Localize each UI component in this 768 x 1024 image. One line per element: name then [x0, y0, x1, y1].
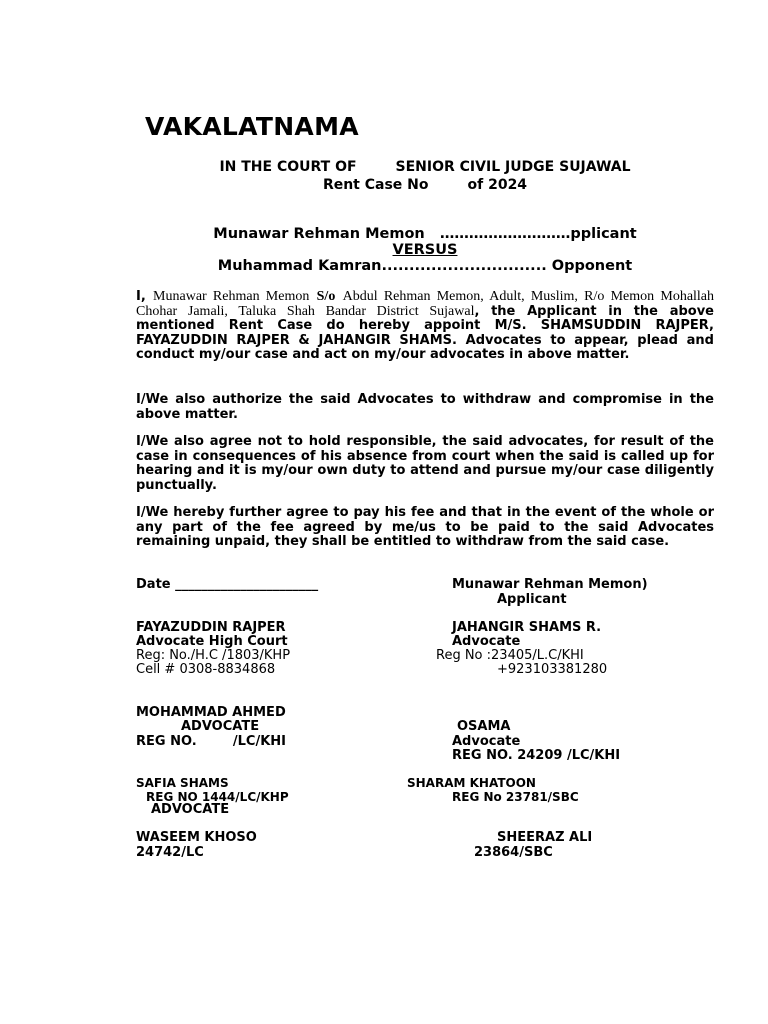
authorize-paragraph: I/We also authorize the said Advocates to withdraw and compromise in the above matter.: [136, 392, 714, 422]
case-number-line: Rent Case No of 2024: [322, 177, 528, 193]
advocate-title: Advocate: [452, 734, 521, 749]
advocate-name: OSAMA: [457, 719, 511, 734]
advocate-title: ADVOCATE: [181, 719, 260, 734]
advocate-reg: 23864/SBC: [474, 845, 553, 860]
advocate-cell: Cell # 0308-8834868: [136, 662, 276, 677]
document-title: VAKALATNAMA: [145, 112, 359, 141]
advocate-reg: Reg: No./H.C /1803/KHP: [136, 648, 291, 663]
date-line: Date ______________________: [136, 577, 319, 592]
advocate-reg: REG No 23781/SBC: [452, 790, 579, 804]
advocate-name: FAYAZUDDIN RAJPER: [136, 620, 286, 635]
advocate-reg: REG NO. /LC/KHI: [136, 734, 286, 749]
applicant-details: Abdul Rehman Memon, Adult, Muslim, R/o Memon Mohallah Chohar Jamali, Taluka Shah Bandar District Sujawal: [136, 289, 715, 319]
applicant-name: Munawar Rehman Memon: [153, 289, 310, 304]
advocate-phone: +923103381280: [497, 662, 608, 677]
advocate-reg: 24742/LC: [136, 845, 204, 860]
advocate-reg: REG NO. 24209 /LC/KHI: [452, 748, 621, 763]
applicant-line: Munawar Rehman Memon ………………………pplicant: [213, 226, 637, 242]
so-label: S/o: [316, 289, 336, 304]
advocate-reg: REG NO 1444/LC/KHP: [146, 790, 289, 804]
applicant-signature-name: Munawar Rehman Memon): [452, 577, 648, 592]
applicant-signature-role: Applicant: [497, 592, 567, 607]
advocate-name: WASEEM KHOSO: [136, 830, 257, 845]
court-line: IN THE COURT OF SENIOR CIVIL JUDGE SUJAWAL: [219, 159, 631, 175]
advocate-name: SAFIA SHAMS: [136, 776, 229, 790]
opponent-line: Muhammad Kamran.............................. Opponent: [217, 258, 633, 274]
advocate-title: Advocate High Court: [136, 634, 288, 649]
advocate-reg: Reg No :23405/L.C/KHI: [436, 648, 584, 663]
appointment-text: , the Applicant in the above mentioned Rent Case do hereby appoint M/S. SHAMSUDDIN RAJPER, FAYAZUDDIN RAJPER & JAHANGIR SHAMS. Advocates to appear, plead and conduct my/our case and act on my/our advocates in above matter.: [136, 303, 714, 362]
versus-label: VERSUS: [392, 242, 458, 258]
advocate-name: SHEERAZ ALI: [497, 830, 593, 845]
advocate-name: MOHAMMAD AHMED: [136, 705, 286, 720]
appointment-paragraph: [136, 290, 714, 363]
para1-i: I,: [136, 289, 146, 304]
advocate-title: ADVOCATE: [151, 802, 230, 817]
advocate-name: SHARAM KHATOON: [407, 776, 536, 790]
responsibility-paragraph: I/We also agree not to hold responsible, the said advocates, for result of the case in consequences of his absence from court when the said is called up for hearing and it is my/our own duty to attend and pursue my/our case diligently punctually.: [136, 434, 714, 493]
advocate-title: Advocate: [452, 634, 521, 649]
advocate-name: JAHANGIR SHAMS R.: [452, 620, 602, 635]
fee-paragraph: I/We hereby further agree to pay his fee and that in the event of the whole or any part of the fee agreed by me/us to be paid to the said Advocates remaining unpaid, they shall be entitled to withdraw from the said case.: [136, 505, 714, 549]
